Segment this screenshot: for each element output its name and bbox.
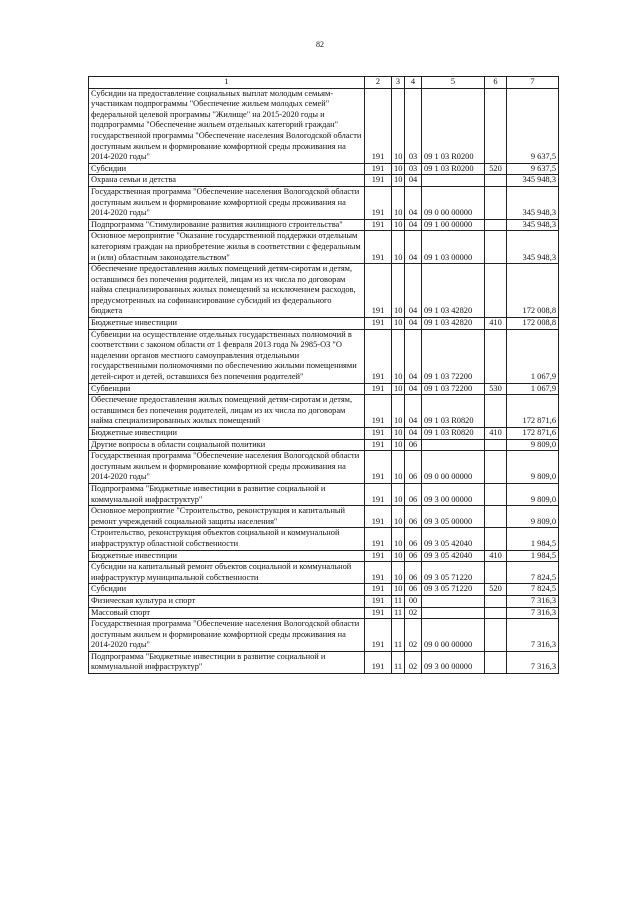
- row-section-code: 10: [392, 264, 405, 318]
- row-subsection-code: 04: [405, 219, 422, 231]
- table-row: [89, 186, 559, 219]
- row-amount: 9 637,5: [507, 163, 559, 175]
- row-expense-type: [485, 619, 507, 652]
- row-amount: 345 948,3: [507, 175, 559, 187]
- row-description: Государственная программа "Обеспечение населения Вологодской области доступным жильем и формирование комфортной среды проживания на 2014-2020 годы": [89, 186, 365, 219]
- row-expense-type: [485, 451, 507, 484]
- row-subsection-code: 02: [405, 607, 422, 619]
- row-amount: 172 008,8: [507, 318, 559, 330]
- table-row: [89, 483, 559, 505]
- header-col-4: 4: [405, 77, 422, 89]
- row-expense-type: [485, 562, 507, 584]
- row-expense-type: [485, 528, 507, 550]
- row-section-code: 10: [392, 175, 405, 187]
- row-expense-type: [485, 231, 507, 264]
- table-row: [89, 584, 559, 596]
- row-target-article: 09 1 03 R0200: [422, 88, 485, 163]
- row-expense-type: [485, 186, 507, 219]
- row-description: Субсидии на капитальный ремонт объектов социальной и коммунальной инфраструктур муниципальной собственности: [89, 562, 365, 584]
- row-target-article: 09 3 05 00000: [422, 506, 485, 528]
- row-amount: 1 984,5: [507, 528, 559, 550]
- row-description: Субсидии: [89, 163, 365, 175]
- row-subsection-code: 06: [405, 562, 422, 584]
- row-amount: 345 948,3: [507, 186, 559, 219]
- row-amount: 345 948,3: [507, 231, 559, 264]
- row-section-code: 10: [392, 219, 405, 231]
- row-amount: 7 824,5: [507, 562, 559, 584]
- page-number: 82: [316, 40, 324, 49]
- row-ministry-code: 191: [365, 88, 392, 163]
- table-row: [89, 88, 559, 163]
- row-amount: 172 871,6: [507, 395, 559, 428]
- row-description: Бюджетные инвестиции: [89, 318, 365, 330]
- row-amount: 9 809,0: [507, 439, 559, 451]
- row-subsection-code: 06: [405, 584, 422, 596]
- table-row: [89, 175, 559, 187]
- row-target-article: [422, 607, 485, 619]
- row-amount: 1 984,5: [507, 550, 559, 562]
- row-subsection-code: 00: [405, 595, 422, 607]
- table-row: [89, 383, 559, 395]
- table-row: [89, 219, 559, 231]
- row-ministry-code: 191: [365, 607, 392, 619]
- row-target-article: 09 3 00 00000: [422, 483, 485, 505]
- row-description: Субвенции на осуществление отдельных государственных полномочий в соответствии с законом области от 1 февраля 2013 года № 2985-ОЗ "О наделении органов местного самоуправления отдельными государственными полномочиями по обеспечению жилыми помещениями детей-сирот и детей, оставшихся без попечения родителей": [89, 329, 365, 383]
- row-amount: 9 637,5: [507, 88, 559, 163]
- table-row: [89, 451, 559, 484]
- row-ministry-code: 191: [365, 175, 392, 187]
- row-section-code: 11: [392, 607, 405, 619]
- row-subsection-code: 04: [405, 395, 422, 428]
- row-ministry-code: 191: [365, 651, 392, 673]
- row-amount: 172 008,8: [507, 264, 559, 318]
- row-description: Подпрограмма "Стимулирование развития жилищного строительства": [89, 219, 365, 231]
- row-ministry-code: 191: [365, 264, 392, 318]
- row-section-code: 10: [392, 584, 405, 596]
- row-expense-type: 520: [485, 584, 507, 596]
- row-section-code: 10: [392, 383, 405, 395]
- budget-table: [88, 76, 559, 674]
- row-expense-type: [485, 175, 507, 187]
- row-section-code: 10: [392, 329, 405, 383]
- row-section-code: 11: [392, 595, 405, 607]
- row-target-article: 09 1 03 00000: [422, 231, 485, 264]
- row-subsection-code: 06: [405, 483, 422, 505]
- row-subsection-code: 06: [405, 550, 422, 562]
- row-target-article: 09 3 05 42040: [422, 528, 485, 550]
- row-section-code: 10: [392, 318, 405, 330]
- row-expense-type: 530: [485, 383, 507, 395]
- row-ministry-code: 191: [365, 439, 392, 451]
- row-subsection-code: 04: [405, 428, 422, 440]
- table-row: [89, 439, 559, 451]
- row-ministry-code: 191: [365, 428, 392, 440]
- header-col-1: 1: [89, 77, 365, 89]
- row-ministry-code: 191: [365, 528, 392, 550]
- row-description: Массовый спорт: [89, 607, 365, 619]
- header-col-6: 6: [485, 77, 507, 89]
- row-amount: 9 809,0: [507, 451, 559, 484]
- row-ministry-code: 191: [365, 584, 392, 596]
- table-row: [89, 550, 559, 562]
- row-ministry-code: 191: [365, 483, 392, 505]
- table-row: [89, 163, 559, 175]
- row-subsection-code: 02: [405, 619, 422, 652]
- row-subsection-code: 04: [405, 175, 422, 187]
- row-section-code: 10: [392, 88, 405, 163]
- table-row: [89, 651, 559, 673]
- table-row: [89, 329, 559, 383]
- row-expense-type: [485, 506, 507, 528]
- row-description: Обеспечение предоставления жилых помещений детям-сиротам и детям, оставшимся без попечения родителей, лицам из их числа по договорам найма специализированных жилых помещений: [89, 395, 365, 428]
- row-subsection-code: 03: [405, 88, 422, 163]
- row-amount: 1 067,9: [507, 383, 559, 395]
- row-subsection-code: 06: [405, 451, 422, 484]
- row-amount: 7 824,5: [507, 584, 559, 596]
- table-row: [89, 506, 559, 528]
- row-description: Строительство, реконструкция объектов социальной и коммунальной инфраструктур областной собственности: [89, 528, 365, 550]
- row-ministry-code: 191: [365, 395, 392, 428]
- row-ministry-code: 191: [365, 163, 392, 175]
- row-subsection-code: 04: [405, 264, 422, 318]
- row-target-article: 09 1 03 R0820: [422, 428, 485, 440]
- row-subsection-code: 04: [405, 318, 422, 330]
- row-section-code: 10: [392, 395, 405, 428]
- row-ministry-code: 191: [365, 318, 392, 330]
- table-row: [89, 428, 559, 440]
- row-expense-type: [485, 395, 507, 428]
- row-target-article: 09 1 03 42820: [422, 318, 485, 330]
- table-row: [89, 619, 559, 652]
- row-section-code: 10: [392, 550, 405, 562]
- row-target-article: 09 1 03 72200: [422, 329, 485, 383]
- row-description: Субсидии на предоставление социальных выплат молодым семьям-участникам подпрограммы "Обеспечение жильем молодых семей" федеральной целевой программы "Жилище" на 2015-2020 годы и подпрограммы "Обеспечение жильем отдельных категорий граждан" государственной программы "Обеспечение населения Вологодской области доступным жильем и формирование комфортной среды проживания на 2014-2020 годы": [89, 88, 365, 163]
- row-target-article: [422, 439, 485, 451]
- row-amount: 345 948,3: [507, 219, 559, 231]
- row-expense-type: 410: [485, 428, 507, 440]
- row-amount: 172 871,6: [507, 428, 559, 440]
- row-ministry-code: 191: [365, 562, 392, 584]
- row-ministry-code: 191: [365, 329, 392, 383]
- row-ministry-code: 191: [365, 383, 392, 395]
- table-row: [89, 528, 559, 550]
- row-target-article: 09 3 05 42040: [422, 550, 485, 562]
- row-target-article: 09 1 03 R0820: [422, 395, 485, 428]
- row-expense-type: [485, 651, 507, 673]
- row-description: Подпрограмма "Бюджетные инвестиции в развитие социальной и коммунальной инфраструктур": [89, 483, 365, 505]
- row-section-code: 10: [392, 439, 405, 451]
- row-expense-type: [485, 329, 507, 383]
- row-target-article: 09 1 03 72200: [422, 383, 485, 395]
- row-expense-type: [485, 88, 507, 163]
- row-subsection-code: 06: [405, 506, 422, 528]
- row-ministry-code: 191: [365, 451, 392, 484]
- row-amount: 7 316,3: [507, 619, 559, 652]
- table-row: [89, 607, 559, 619]
- row-subsection-code: 06: [405, 528, 422, 550]
- row-subsection-code: 04: [405, 383, 422, 395]
- row-description: Подпрограмма "Бюджетные инвестиции в развитие социальной и коммунальной инфраструктур": [89, 651, 365, 673]
- row-description: Другие вопросы в области социальной политики: [89, 439, 365, 451]
- row-target-article: [422, 175, 485, 187]
- row-description: Субвенции: [89, 383, 365, 395]
- row-target-article: 09 0 00 00000: [422, 451, 485, 484]
- row-description: Физическая культура и спорт: [89, 595, 365, 607]
- row-ministry-code: 191: [365, 231, 392, 264]
- row-amount: 1 067,9: [507, 329, 559, 383]
- row-target-article: 09 0 00 00000: [422, 619, 485, 652]
- row-description: Обеспечение предоставления жилых помещений детям-сиротам и детям, оставшимся без попечения родителей, лицам из их числа по договорам найма специализированных жилых помещений за исключением расходов, предусмотренных на софинансирование субсидий из федерального бюджета: [89, 264, 365, 318]
- row-ministry-code: 191: [365, 595, 392, 607]
- row-description: Государственная программа "Обеспечение населения Вологодской области доступным жильем и формирование комфортной среды проживания на 2014-2020 годы": [89, 619, 365, 652]
- row-section-code: 10: [392, 186, 405, 219]
- row-ministry-code: 191: [365, 219, 392, 231]
- table-row: [89, 264, 559, 318]
- row-ministry-code: 191: [365, 186, 392, 219]
- row-target-article: 09 0 00 00000: [422, 186, 485, 219]
- header-col-3: 3: [392, 77, 405, 89]
- row-subsection-code: 04: [405, 231, 422, 264]
- row-expense-type: 410: [485, 318, 507, 330]
- table-header: [89, 77, 559, 89]
- row-expense-type: 410: [485, 550, 507, 562]
- row-section-code: 10: [392, 506, 405, 528]
- row-expense-type: [485, 483, 507, 505]
- row-section-code: 10: [392, 483, 405, 505]
- row-subsection-code: 03: [405, 163, 422, 175]
- row-description: Государственная программа "Обеспечение населения Вологодской области доступным жильем и формирование комфортной среды проживания на 2014-2020 годы": [89, 451, 365, 484]
- row-ministry-code: 191: [365, 619, 392, 652]
- row-expense-type: [485, 264, 507, 318]
- row-ministry-code: 191: [365, 550, 392, 562]
- row-section-code: 10: [392, 163, 405, 175]
- row-amount: 7 316,3: [507, 607, 559, 619]
- row-description: Основное мероприятие "Строительство, реконструкция и капитальный ремонт учреждений социальной защиты населения": [89, 506, 365, 528]
- row-target-article: 09 3 05 71220: [422, 584, 485, 596]
- header-col-5: 5: [422, 77, 485, 89]
- row-expense-type: [485, 595, 507, 607]
- row-target-article: [422, 595, 485, 607]
- row-section-code: 10: [392, 528, 405, 550]
- row-section-code: 11: [392, 651, 405, 673]
- row-description: Бюджетные инвестиции: [89, 428, 365, 440]
- table-row: [89, 595, 559, 607]
- row-target-article: 09 1 03 42820: [422, 264, 485, 318]
- header-col-2: 2: [365, 77, 392, 89]
- table-body: [89, 88, 559, 673]
- row-ministry-code: 191: [365, 506, 392, 528]
- row-expense-type: [485, 439, 507, 451]
- table-row: [89, 231, 559, 264]
- row-section-code: 10: [392, 451, 405, 484]
- row-subsection-code: 04: [405, 186, 422, 219]
- table-row: [89, 562, 559, 584]
- row-target-article: 09 3 00 00000: [422, 651, 485, 673]
- row-target-article: 09 3 05 71220: [422, 562, 485, 584]
- row-subsection-code: 02: [405, 651, 422, 673]
- row-section-code: 10: [392, 231, 405, 264]
- row-expense-type: [485, 219, 507, 231]
- row-description: Субсидии: [89, 584, 365, 596]
- table-row: [89, 318, 559, 330]
- row-expense-type: 520: [485, 163, 507, 175]
- row-subsection-code: 04: [405, 329, 422, 383]
- row-description: Бюджетные инвестиции: [89, 550, 365, 562]
- row-target-article: 09 1 00 00000: [422, 219, 485, 231]
- row-expense-type: [485, 607, 507, 619]
- row-section-code: 11: [392, 619, 405, 652]
- table-row: [89, 395, 559, 428]
- row-subsection-code: 06: [405, 439, 422, 451]
- row-section-code: 10: [392, 562, 405, 584]
- header-row: [89, 77, 559, 89]
- row-amount: 9 809,0: [507, 483, 559, 505]
- row-amount: 7 316,3: [507, 595, 559, 607]
- row-section-code: 10: [392, 428, 405, 440]
- row-amount: 9 809,0: [507, 506, 559, 528]
- row-description: Охрана семьи и детства: [89, 175, 365, 187]
- row-target-article: 09 1 03 R0200: [422, 163, 485, 175]
- row-amount: 7 316,3: [507, 651, 559, 673]
- row-description: Основное мероприятие "Оказание государственной поддержки отдельным категориям граждан на приобретение жилья в соответствии с федеральным и (или) областным законодательством": [89, 231, 365, 264]
- header-col-7: 7: [507, 77, 559, 89]
